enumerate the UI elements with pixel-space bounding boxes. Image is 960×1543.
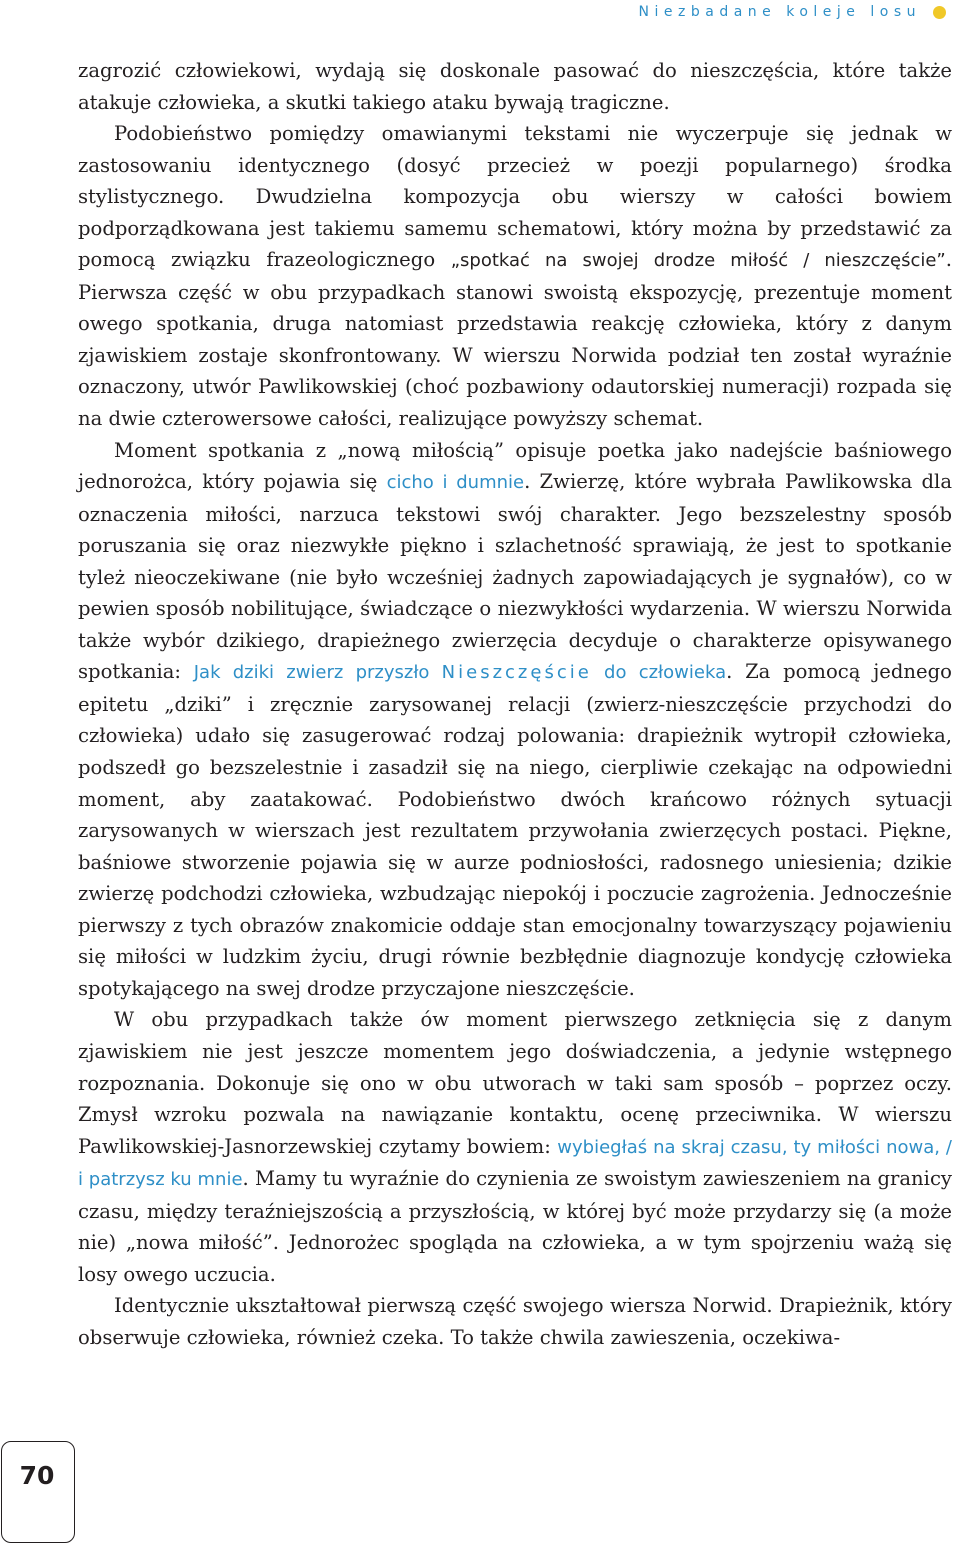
paragraph-3-text-b: . Zwierzę, które wybrała Pawlikowska dla oznaczenia miłości, narzuca tekstowi swój charakter. Jego bezszelestny sposób poruszania się oraz niezwykłe piękno i szlachetność sprawiają, że jest to spotkanie tyleż nieoczekiwane (nie było wcześniej żadnych zapowiadających je sygnałów), co w pewien sposób nobilitujące, świadczące o niezwykłości wydarzenia. W wierszu Norwida także wybór dzikiego, drapieżnego zwierzęcia decyduje o charakterze opisywanego spotkania: xyxy=(78,470,953,684)
paragraph-1-text: zagrozić człowiekowi, wydają się doskonale pasować do nieszczęścia, które także atakuje człowieka, a skutki takiego ataku bywają tragiczne. xyxy=(78,59,952,114)
phraseological-expression: „spotkać na swojej drodze miłość / nieszczęście” xyxy=(450,250,946,272)
quote-do-czlowieka: do człowieka xyxy=(591,662,727,684)
paragraph-4-text-b: . Mamy tu wyraźnie do czynienia ze swoistym zawieszeniem na granicy czasu, między teraźniejszością a przyszłością, w której być może przydarzy się (a może nie) „nowa miłość”. Jednorożec spogląda na człowieka, a w tym spojrzeniu ważą się losy owego uczucia. xyxy=(78,1167,952,1286)
paragraph-4-text-a: W obu przypadkach także ów moment pierwszego zetknięcia się z danym zjawiskiem nie jest jeszcze momentem jego doświadczenia, a jedynie wstępnego rozpoznania. Dokonuje się ono w obu utworach w taki sam sposób – poprzez oczy. Zmysł wzroku pozwala na nawiązanie kontaktu, ocenę przeciwnika. W wierszu Pawlikowskiej-Jasnorzewskiej czytamy bowiem: xyxy=(78,1008,952,1158)
paragraph-3-text-c: . Za pomocą jednego epitetu „dziki” i zręcznie zarysowanej relacji (zwierz-nieszczęście przychodzi do człowieka) udało się zasugerować rodzaj polowania: drapieżnik wytropił człowieka, podszedł go bezszelestnie i zasadził się na niego, cierpliwie czekając na odpowiedni moment, aby zaatakować. Podobieństwo dwóch krańcowo różnych sytuacji zarysowanych w wierszach jest rezultatem przywołania zwierzęcych postaci. Piękne, baśniowe stworzenie pojawia się w aurze podniosłości, radosnego uniesienia; dzikie zwierzę podchodzi człowieka, wzbudzając niepokój i poczucie zagrożenia. Jednocześnie pierwszy z tych obrazów znakomicie oddaje stan emocjonalny towarzyszący pojawieniu się miłości w ludzkim życiu, drugi równie bezbłędnie diagnozuje kondycję człowieka spotykającego na swej drodze przyczajone nieszczęście. xyxy=(78,660,952,1000)
paragraph-4 xyxy=(78,1004,952,1290)
paragraph-2-text-c: . Pierwsza część w obu przypadkach stanowi swoistą ekspozycję, prezentuje moment owego spotkania, druga natomiast przedstawia reakcję człowieka, który z danym zjawiskiem zostaje skonfrontowany. W wierszu Norwida podział ten został wyraźnie oznaczony, utwór Pawlikowskiej (choć pozbawiony odautorskiej numeracji) rozpada się na dwie czterowersowe całości, realizujące powyższy schemat. xyxy=(78,248,952,431)
quote-jak-dziki-zwierz: Jak dziki zwierz przyszło xyxy=(193,662,442,684)
page-number: 70 xyxy=(19,1461,55,1490)
paragraph-5 xyxy=(78,1290,952,1353)
paragraph-2 xyxy=(78,118,952,434)
main-text xyxy=(78,55,952,1353)
quote-nieszczescie: Nieszczęście xyxy=(441,662,592,684)
quote-cicho-i-dumnie: cicho i dumnie xyxy=(386,472,525,494)
paragraph-1 xyxy=(78,55,952,118)
paragraph-2-text-a: Podobieństwo pomiędzy omawianymi tekstami nie wyczerpuje się jednak w zastosowaniu identycznego (dosyć przecież w poezji popularnego) środka stylistycznego. Dwudzielna kompozycja obu wierszy w całości bowiem podporządkowana jest takiemu samemu schematowi, który można by przedstawić za pomocą związku frazeologicznego xyxy=(78,122,952,272)
running-header xyxy=(639,4,946,20)
yellow-dot-icon xyxy=(933,6,946,19)
paragraph-3-text-a: Moment spotkania z „nową miłością” opisuje poetka jako nadejście baśniowego jednorożca, który pojawia się xyxy=(78,438,952,494)
paragraph-5-text: Identycznie ukształtował pierwszą część swojego wiersza Norwid. Drapieżnik, który obserwuje człowieka, również czeka. To także chwila zawieszenia, oczekiwa- xyxy=(78,1294,952,1349)
running-title: Niezbadane koleje losu xyxy=(638,4,921,20)
quote-wybieglas: wybiegłaś na skraj czasu, ty miłości nowa, / i patrzysz ku mnie xyxy=(78,1136,952,1191)
paragraph-3 xyxy=(78,435,952,1005)
